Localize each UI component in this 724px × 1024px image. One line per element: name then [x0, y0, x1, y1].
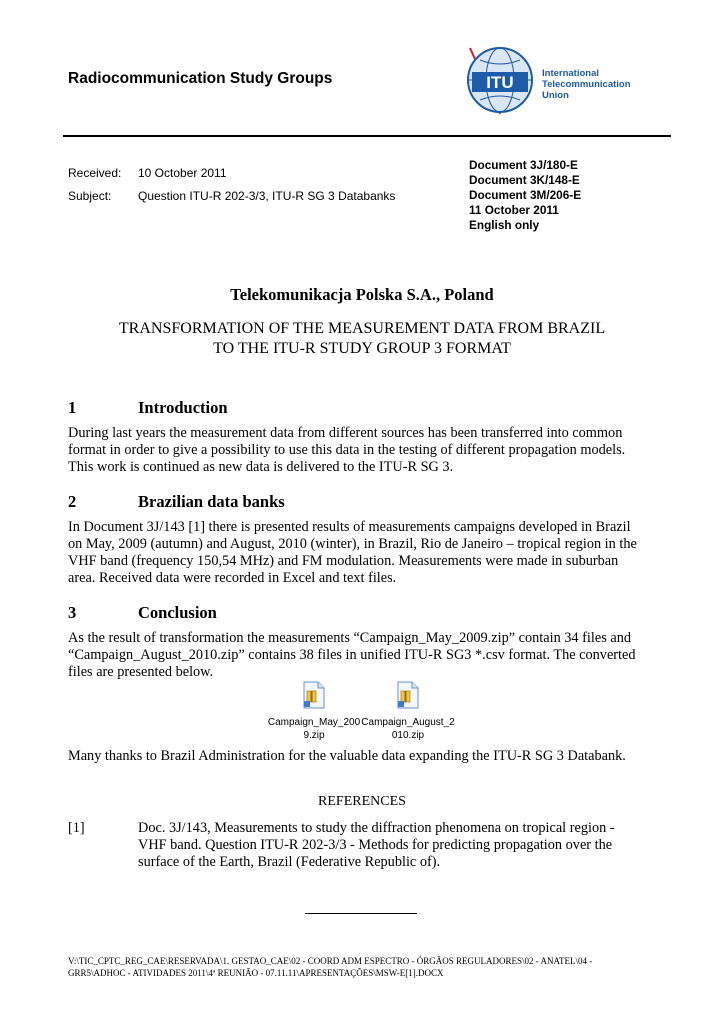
- section-title: Conclusion: [138, 603, 217, 622]
- references-heading: REFERENCES: [318, 794, 406, 809]
- document-id: Document 3K/148-E: [469, 173, 580, 187]
- paragraph-line: “Campaign_August_2010.zip” contains 38 files in unified ITU-R SG3 *.csv format. The converted: [68, 647, 636, 663]
- subject-value: Question ITU-R 202-3/3, ITU-R SG 3 Databanks: [138, 189, 396, 203]
- header-title: Radiocommunication Study Groups: [68, 70, 333, 87]
- attachment-label: [360, 716, 456, 742]
- attachment-label-line: 9.zip: [303, 730, 325, 741]
- attachment-label-line: Campaign_May_200: [267, 717, 361, 728]
- section-heading-brazilian-data-banks: [68, 492, 285, 512]
- section-number: 2: [68, 492, 77, 511]
- itu-line-3: Union: [542, 90, 569, 101]
- attachment-campaign-may-2009[interactable]: [266, 681, 362, 742]
- brazilian-data-banks-paragraph: [68, 519, 658, 587]
- section-number: 1: [68, 398, 77, 417]
- section-number: 3: [68, 603, 77, 622]
- reference-text: [138, 820, 658, 871]
- company-name: Telekomunikacja Polska S.A., Poland: [230, 285, 494, 304]
- reference-line: surface of the Earth, Brazil (Federative Republic of).: [138, 854, 441, 870]
- itu-line-2: Telecommunication: [542, 79, 631, 90]
- document-date: 11 October 2011: [469, 203, 559, 217]
- attachment-campaign-august-2010[interactable]: [360, 681, 456, 742]
- itu-line-1: International: [542, 68, 600, 79]
- footer-file-path: [68, 955, 658, 979]
- paragraph-line: During last years the measurement data from different sources has been transferred into common: [68, 425, 623, 441]
- attachment-label-line: Campaign_August_2: [361, 717, 455, 728]
- reference-line: VHF band. Question ITU-R 202-3/3 - Methods for predicting propagation over the: [138, 837, 613, 853]
- zip-file-icon: [396, 681, 420, 709]
- paragraph-line: area. Received data were recorded in Excel and text files.: [68, 570, 397, 586]
- thanks-paragraph: [68, 748, 658, 765]
- received-label: Received:: [68, 166, 122, 180]
- itu-logo: [440, 40, 640, 120]
- attachment-label: [266, 716, 362, 742]
- document-id: Document 3M/206-E: [469, 188, 582, 202]
- document-title-line: TRANSFORMATION OF THE MEASUREMENT DATA FROM BRAZIL: [118, 320, 606, 337]
- paragraph-line: In Document 3J/143 [1] there is presented results of measurements campaigns developed in Brazil: [68, 519, 631, 535]
- zip-file-icon: [302, 681, 326, 709]
- section-heading-conclusion: [68, 603, 217, 623]
- paragraph-line: This work is continued as new data is delivered to the ITU-R SG 3.: [68, 459, 454, 475]
- paragraph-line: on May, 2009 (autumn) and August, 2010 (winter), in Brazil, Rio de Janeiro – tropical region in the: [68, 536, 637, 552]
- header-rule: [63, 135, 671, 137]
- received-value: 10 October 2011: [138, 166, 227, 180]
- paragraph-line: Many thanks to Brazil Administration for the valuable data expanding the ITU-R SG 3 Databank.: [68, 748, 626, 764]
- paragraph-line: files are presented below.: [68, 664, 214, 680]
- subject-row: [68, 189, 395, 203]
- footer-path-line: V:\TIC_CPTC_REG_CAE\RESERVADA\1. GESTAO_CAE\02 - COORD ADM ESPECTRO - ÓRGÃOS REGULADORES\02 - ANATEL\04 -: [68, 956, 593, 966]
- received-row: [68, 166, 227, 180]
- section-title: Brazilian data banks: [138, 492, 285, 511]
- paragraph-line: VHF band (frequency 150,54 MHz) and FM modulation. Measurements were made in suburban: [68, 553, 619, 569]
- paragraph-line: As the result of transformation the measurements “Campaign_May_2009.zip” contain 34 files and: [68, 630, 631, 646]
- paragraph-line: format in order to give a possibility to use this data in the testing of different propagation models.: [68, 442, 626, 458]
- document-title: [0, 319, 724, 359]
- conclusion-paragraph: [68, 630, 658, 681]
- document-title-line: TO THE ITU-R STUDY GROUP 3 FORMAT: [213, 340, 511, 357]
- document-id: Document 3J/180-E: [469, 158, 578, 172]
- introduction-paragraph: [68, 425, 658, 476]
- attachment-label-line: 010.zip: [391, 730, 425, 741]
- reference-number: [1]: [68, 820, 85, 836]
- footer-path-line: GRR5\ADHOC - ATIVIDADES 2011\4ª REUNIÃO - 07.11.11\APRESENTAÇÕES\MSW-E[1].DOCX: [68, 968, 444, 978]
- reference-line: Doc. 3J/143, Measurements to study the diffraction phenomena on tropical region -: [138, 820, 615, 836]
- document-identifiers: [469, 158, 581, 233]
- section-title: Introduction: [138, 398, 228, 417]
- section-heading-introduction: [68, 398, 228, 418]
- subject-label: Subject:: [68, 189, 112, 203]
- itu-abbr: ITU: [486, 73, 514, 92]
- document-language: English only: [469, 218, 540, 232]
- end-rule: [305, 913, 417, 914]
